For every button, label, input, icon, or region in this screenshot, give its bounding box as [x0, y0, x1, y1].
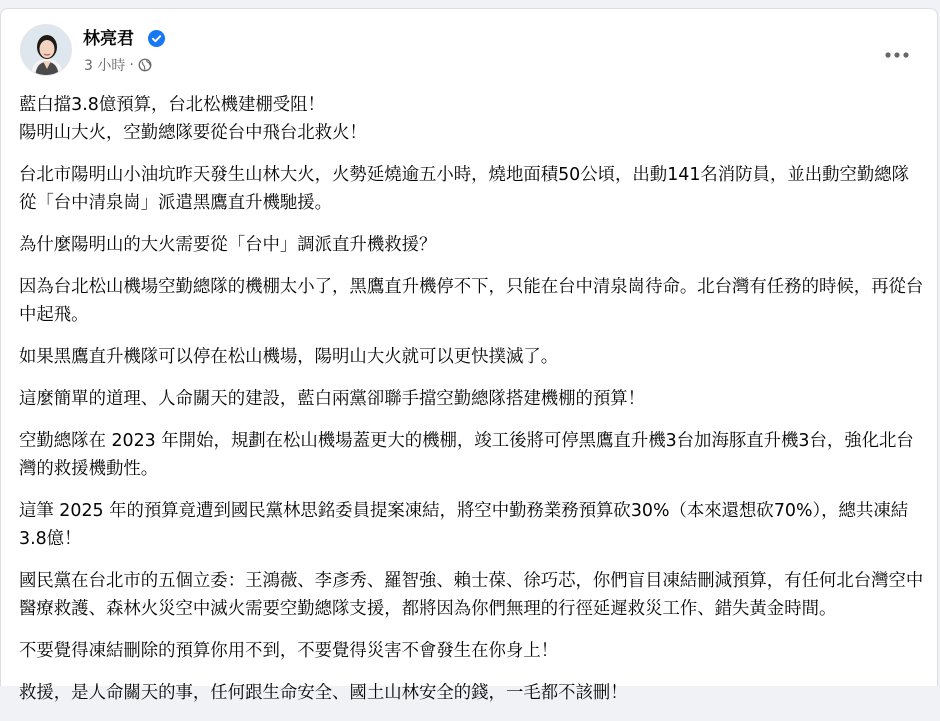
post-paragraph: 台北市陽明山小油坑昨天發生山林大火，火勢延燒逾五小時，燒地面積50公頃，出動141名消防員，並出動空勤總隊從「台中清泉崗」派遣黑鷹直升機馳援。 [19, 165, 910, 213]
post-card [0, 8, 938, 703]
post-paragraph: 這麼簡單的道理、人命關天的建設，藍白兩黨卻聯手擋空勤總隊搭建機棚的預算！ [19, 389, 646, 409]
post-meta [84, 56, 152, 74]
post-timestamp[interactable]: 3 小時 [84, 58, 126, 74]
post-paragraph: 因為台北松山機場空勤總隊的機棚太小了，黑鷹直升機停不下，只能在台中清泉崗待命。北台灣有任務的時候，再從台中起飛。 [19, 277, 924, 325]
avatar-photo [21, 25, 72, 76]
post-paragraph: 不要覺得凍結刪除的預算你用不到，不要覺得災害不會發生在你身上！ [19, 641, 559, 661]
post-paragraph: 救援，是人命關天的事，任何跟生命安全、國土山林安全的錢，一毛都不該刪！ [19, 683, 628, 703]
post-paragraph: 國民黨在台北市的五個立委：王鴻薇、李彥秀、羅智強、賴士葆、徐巧芯，你們盲目凍結刪減預算，有任何北台灣空中醫療救護、森林火災空中滅火需要空勤總隊支援，都將因為你們無理的行徑延遲救災工作、錯失黃金時間。 [19, 571, 924, 619]
post-header [1, 9, 937, 87]
post-paragraph: 為什麼陽明山的大火需要從「台中」調派直升機救援？ [19, 235, 437, 255]
post-paragraph: 藍白擋3.8億預算，台北松機建棚受阻！ 陽明山大火，空勤總隊要從台中飛台北救火！ [19, 95, 367, 143]
verified-badge-icon [148, 30, 165, 47]
more-options-button[interactable] [873, 37, 921, 73]
post-paragraph: 空勤總隊在 2023 年開始，規劃在松山機場蓋更大的機棚，竣工後將可停黑鷹直升機3台加海豚直升機3台，強化北台灣的救援機動性。 [19, 431, 914, 479]
meta-separator: · [129, 57, 134, 73]
post-paragraph: 如果黑鷹直升機隊可以停在松山機場，陽明山大火就可以更快撲滅了。 [19, 347, 559, 367]
author-name[interactable]: 林亮君 [83, 29, 134, 49]
post-paragraph: 這筆 2025 年的預算竟遭到國民黨林思銘委員提案凍結，將空中勤務業務預算砍30%（本來還想砍70%），總共凍結3.8億！ [19, 501, 909, 549]
author-avatar[interactable] [20, 24, 72, 76]
globe-icon [138, 58, 152, 72]
post-body [19, 91, 924, 721]
more-options-icon [885, 52, 909, 58]
